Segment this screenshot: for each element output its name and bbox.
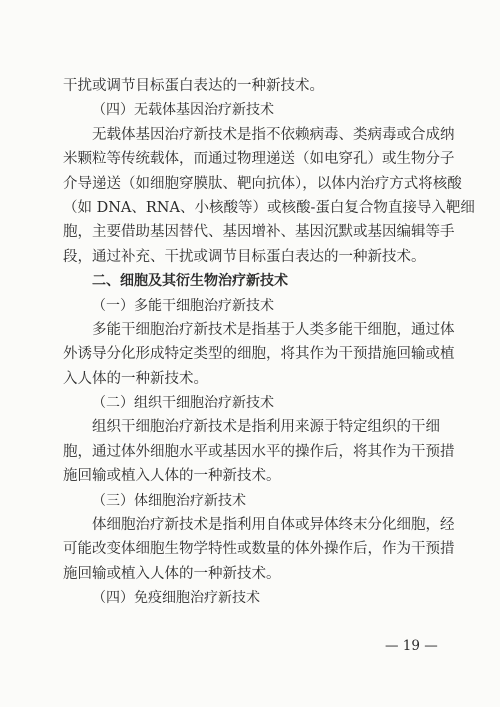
paragraph-line: 米颗粒等传统载体，而通过物理递送（如电穿孔）或生物分子 [63,151,455,168]
paragraph-line: （如 DNA、RNA、小核酸等）或核酸-蛋白复合物直接导入靶细 [63,199,475,216]
paragraph-line: 外诱导分化形成特定类型的细胞，将其作为干预措施回输或植 [63,346,455,363]
subheading-immune-cell: （四）免疫细胞治疗新技术 [92,590,260,607]
paragraph-line: 胞，主要借助基因替代、基因增补、基因沉默或基因编辑等手 [63,224,455,241]
subheading-non-vector-gene-therapy: （四）无载体基因治疗新技术 [92,102,274,119]
document-body [63,74,475,611]
paragraph-line: 无载体基因治疗新技术是指不依赖病毒、类病毒或合成纳 [92,126,455,143]
subheading-tissue-stem-cell: （二）组织干细胞治疗新技术 [92,395,274,412]
paragraph-line: 段，通过补充、干扰或调节目标蛋白表达的一种新技术。 [63,248,426,265]
subheading-somatic-cell: （三）体细胞治疗新技术 [92,492,246,509]
paragraph-line: 入人体的一种新技术。 [63,370,208,387]
subheading-pluripotent-stem-cell: （一）多能干细胞治疗新技术 [92,297,274,314]
page-number: — 19 — [385,638,438,654]
section-heading-cell-therapy: 二、细胞及其衍生物治疗新技术 [92,273,288,290]
paragraph-line: 胞，通过体外细胞水平或基因水平的操作后，将其作为干预措 [63,443,455,460]
paragraph-line: 干扰或调节目标蛋白表达的一种新技术。 [63,78,324,94]
paragraph-line: 施回输或植入人体的一种新技术。 [63,565,281,582]
paragraph-line: 组织干细胞治疗新技术是指利用来源于特定组织的干细 [92,419,440,436]
paragraph-line: 可能改变体细胞生物学特性或数量的体外操作后，作为干预措 [63,541,455,558]
paragraph-line: 多能干细胞治疗新技术是指基于人类多能干细胞，通过体 [92,321,455,338]
paragraph-line: 体细胞治疗新技术是指利用自体或异体终末分化细胞，经 [92,517,455,534]
paragraph-line: 介导递送（如细胞穿膜肽、靶向抗体），以体内治疗方式将核酸 [63,175,462,192]
paragraph-line: 施回输或植入人体的一种新技术。 [63,468,281,485]
